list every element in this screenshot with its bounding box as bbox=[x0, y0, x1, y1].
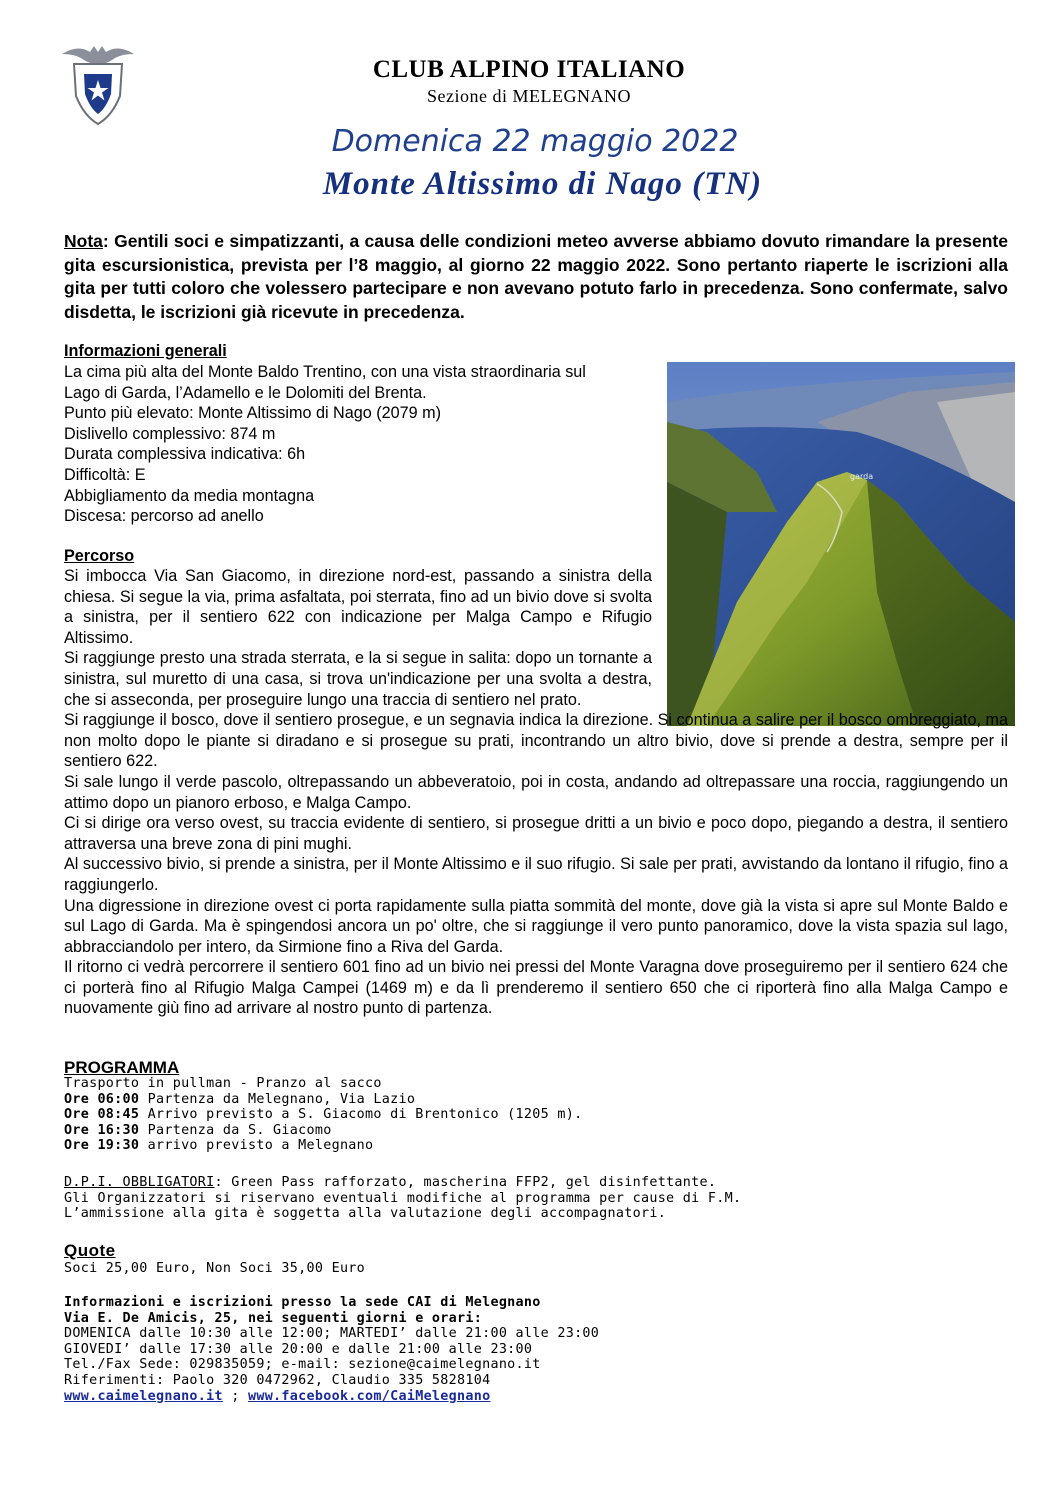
contacts-address: Via E. De Amicis, 25, nei seguenti giorni e orari: bbox=[64, 1310, 483, 1326]
program-desc: Partenza da Melegnano, Via Lazio bbox=[139, 1091, 416, 1107]
link-separator: ; bbox=[222, 1388, 248, 1404]
program-item bbox=[64, 1092, 582, 1108]
route-heading: Percorso bbox=[64, 547, 135, 565]
route-text bbox=[64, 566, 1008, 1019]
website-link[interactable]: www.caimelegnano.it bbox=[64, 1388, 223, 1404]
route-paragraph: Una digressione in direzione ovest ci porta rapidamente sulla piatta sommità del monte, dove già la vista si apre sul Monte Baldo e sul Lago di Garda. Ma è spingendosi ancora un po' oltre, che si raggiunge il vero punto panoramico, dove la vista spazia sul lago, abbracciandolo per intero, da Sirmione fino a Riva del Garda. bbox=[64, 896, 1008, 956]
route-paragraph: Si sale lungo il verde pascolo, oltrepassando un abbeveratoio, poi in costa, andando ad oltrepassare una roccia, raggiungendo un attimo dopo un pianoro erboso, e Malga Campo. bbox=[64, 772, 1008, 812]
dpi-block bbox=[64, 1175, 741, 1222]
program-heading: PROGRAMMA bbox=[64, 1058, 180, 1077]
admission-note: L’ammissione alla gita è soggetta alla valutazione degli accompagnatori. bbox=[64, 1206, 667, 1222]
contacts-phone-email: Tel./Fax Sede: 029835059; e-mail: sezione@caimelegnano.it bbox=[64, 1357, 541, 1373]
info-list bbox=[64, 362, 664, 527]
route-paragraph: Si raggiunge presto una strada sterrata, e la si segue in salita: dopo un tornante a sinistra, sul muretto di una casa, si trova un'indicazione per una svolta a destra, che si asseconda, per proseguire lungo una traccia di sentiero nel prato. bbox=[64, 649, 652, 709]
program-time: Ore 08:45 bbox=[64, 1107, 140, 1123]
program-transport: Trasporto in pullman - Pranzo al sacco bbox=[64, 1076, 382, 1091]
quote-heading: Quote bbox=[64, 1241, 116, 1260]
program-time: Ore 16:30 bbox=[64, 1122, 140, 1138]
route-paragraph: Si imbocca Via San Giacomo, in direzione nord-est, passando a sinistra della chiesa. Si segue la via, prima asfaltata, poi sterrata, fino ad un bivio dove si svolta a sinistra, per il sentiero 622 con indicazione per Malga Campo e Rifugio Altissimo. bbox=[64, 567, 652, 647]
program-item bbox=[64, 1138, 582, 1154]
route-paragraph: Al successivo bivio, si prende a sinistra, per il Monte Altissimo e il suo rifugio. Si sale per prati, avvistando da lontano il rifugio, fino a raggiungerlo. bbox=[64, 855, 1008, 894]
route-paragraph: Si raggiunge il bosco, dove il sentiero prosegue, e un segnavia indica la direzione. Si continua a salire per il bosco ombreggiato, ma non molto dopo le piante si diradano e si prosegue su prati, incontrando un altro bivio, dove si prende a destra, sempre per il sentiero 622. bbox=[64, 711, 1008, 771]
contacts-line: Informazioni e iscrizioni presso la sede CAI di Melegnano bbox=[64, 1295, 541, 1310]
facebook-link[interactable]: www.facebook.com/CaiMelegnano bbox=[247, 1388, 491, 1404]
section-subtitle: Sezione di MELEGNANO bbox=[427, 86, 631, 106]
contacts-hours: GIOVEDI’ dalle 17:30 alle 20:00 e dalle 21:00 alle 23:00 bbox=[64, 1341, 533, 1357]
dpi-text: : Green Pass rafforzato, mascherina FFP2, gel disinfettante. bbox=[214, 1175, 717, 1190]
note-label: Nota bbox=[64, 231, 103, 251]
note-text: : Gentili soci e simpatizzanti, a causa delle condizioni meteo avverse abbiamo dovuto rimandare la presente gita escursionistica, prevista per l’8 maggio, al giorno 22 maggio 2022. Sono pertanto riaperte le iscrizioni alla gita per tutti coloro che volessero partecipare e non avevano potuto farlo in precedenza. Sono confermate, salvo disdetta, le iscrizioni già ricevute in precedenza. bbox=[64, 231, 1008, 322]
program-time: Ore 06:00 bbox=[64, 1091, 140, 1107]
event-date: Domenica 22 maggio 2022 bbox=[331, 124, 739, 159]
program-item bbox=[64, 1123, 582, 1139]
quote-text: Soci 25,00 Euro, Non Soci 35,00 Euro bbox=[64, 1261, 366, 1276]
info-line: Dislivello complessivo: 874 m bbox=[64, 424, 276, 443]
photo-caption: garda bbox=[850, 472, 874, 481]
route-paragraph: Il ritorno ci vedrà percorrere il sentiero 601 fino ad un bivio nei pressi del Monte Varagna dove proseguiremo per il sentiero 624 che ci porterà fino al Rifugio Malga Campei (1469 m) e da lì prenderemo il sentiero 650 che ci riporterà fino alla Malga Campo e nuovamente giù fino ad arrivare al nostro punto di partenza. bbox=[64, 958, 1008, 1018]
program-list bbox=[64, 1076, 582, 1154]
program-desc: Partenza da S. Giacomo bbox=[139, 1122, 332, 1138]
route-paragraph: Ci si dirige ora verso ovest, su traccia evidente di sentiero, si prosegue dritti a un bivio e poco dopo, piegando a destra, il sentiero attraversa una breve zona di pini mughi. bbox=[64, 814, 1008, 853]
event-title: Monte Altissimo di Nago (TN) bbox=[322, 166, 763, 202]
info-line: Punto più elevato: Monte Altissimo di Nago (2079 m) bbox=[64, 404, 442, 423]
info-line: Discesa: percorso ad anello bbox=[64, 507, 264, 526]
program-desc: arrivo previsto a Melegnano bbox=[139, 1138, 374, 1154]
info-line: La cima più alta del Monte Baldo Trentino, con una vista straordinaria sul bbox=[64, 363, 586, 381]
info-line: Durata complessiva indicativa: 6h bbox=[64, 445, 306, 464]
organizers-note: Gli Organizzatori si riservano eventuali modifiche al programma per cause di F.M. bbox=[64, 1190, 742, 1206]
program-time: Ore 19:30 bbox=[64, 1138, 140, 1154]
info-line: Difficoltà: E bbox=[64, 465, 146, 484]
program-item bbox=[64, 1107, 582, 1123]
contacts-hours: DOMENICA dalle 10:30 alle 12:00; MARTEDI’ dalle 21:00 alle 23:00 bbox=[64, 1326, 600, 1342]
club-title: CLUB ALPINO ITALIANO bbox=[372, 56, 686, 83]
info-line: Abbigliamento da media montagna bbox=[64, 486, 315, 505]
program-desc: Arrivo previsto a S. Giacomo di Brentonico (1205 m). bbox=[139, 1107, 583, 1123]
info-heading: Informazioni generali bbox=[64, 342, 227, 360]
note-paragraph bbox=[64, 230, 1008, 324]
contacts-references: Riferimenti: Paolo 320 0472962, Claudio 335 5828104 bbox=[64, 1372, 491, 1388]
dpi-label: D.P.I. OBBLIGATORI bbox=[64, 1175, 215, 1190]
info-line: Lago di Garda, l’Adamello e le Dolomiti del Brenta. bbox=[64, 383, 427, 402]
contacts-block bbox=[64, 1295, 599, 1404]
